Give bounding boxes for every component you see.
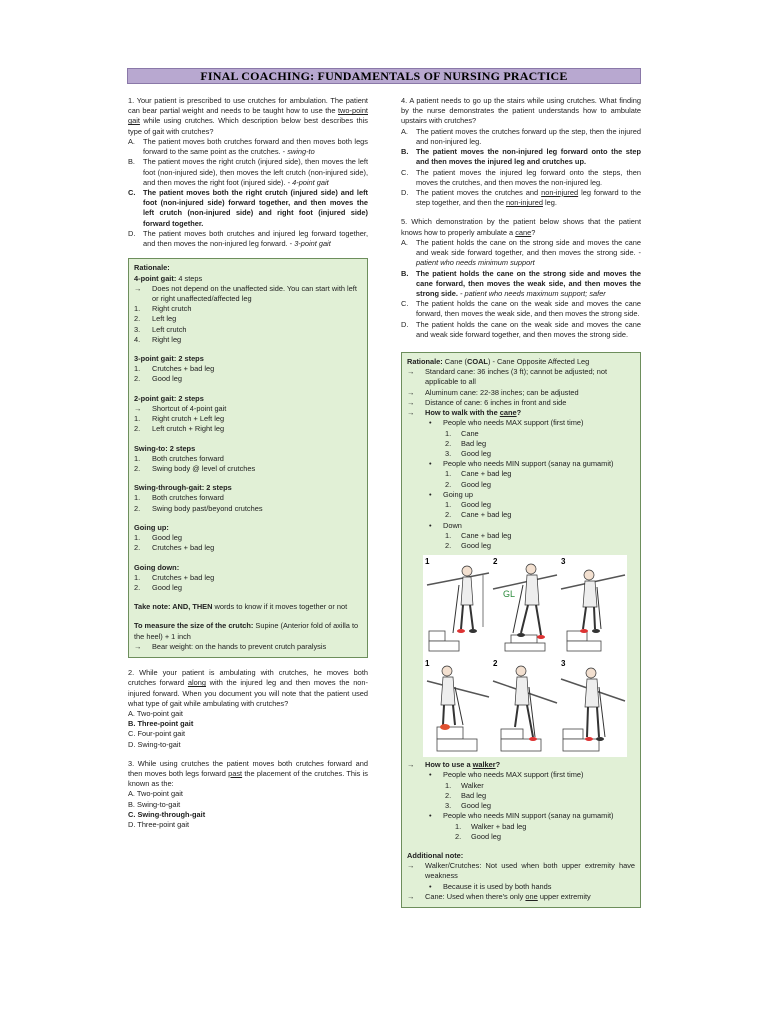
question-3	[128, 759, 368, 831]
list-item: 2. Crutches + bad leg	[134, 543, 215, 553]
stair-cane-illustration	[423, 555, 627, 757]
question-4-stem: 4. A patient needs to go up the stairs while using crutches. What finding by the nurse demonstrates the patient understands how to ambulate upstairs with crutches?	[401, 96, 641, 126]
question-5-option-b: B. The patient holds the cane on the strong side and moves the cane forward, then moves the weak side, and then moves the strong side. - patient who needs maximum support; safer	[401, 268, 641, 298]
question-2-option-d: D. Swing-to-gait	[128, 739, 181, 749]
list-item: 1. Walker	[445, 780, 484, 790]
question-4	[401, 96, 641, 208]
question-4-option-b: B. The patient moves the non-injured leg forward onto the step and then moves the injured leg and crutches up.	[401, 147, 641, 167]
list-item: 2. Swing body past/beyond crutches	[134, 503, 263, 513]
list-item: 1. Right crutch + Left leg	[134, 414, 225, 424]
list-item: 1. Good leg	[134, 533, 182, 543]
list-item: 3. Left crutch	[134, 324, 187, 334]
walking-figure-icon	[491, 657, 559, 757]
list-item: → Aluminum cane: 22-38 inches; can be adjusted	[407, 387, 579, 397]
list-item: 1. Both crutches forward	[134, 493, 224, 503]
question-1-option-d: D. The patient moves both crutches and injured leg forward together, and then moves the non-injured leg forward. - 3-point gait	[128, 228, 368, 249]
additional-note-heading: Additional note:	[407, 850, 464, 860]
question-3-option-b: B. Swing-to-gait	[128, 799, 181, 809]
question-2	[128, 668, 368, 750]
list-item: → How to walk with the cane?	[407, 408, 522, 418]
list-item: 2. Left crutch + Right leg	[134, 424, 225, 434]
list-item: 2. Swing body @ level of crutches	[134, 464, 256, 473]
svg-text:GL: GL	[503, 589, 516, 600]
stair-panel-down-2: 2	[491, 657, 559, 757]
question-5-option-a: A. The patient holds the cane on the strong side and moves the cane and weak side forward together, and then moves the strong side. - patient who needs minimum support	[401, 237, 641, 268]
question-4-option-c: C. The patient moves the injured leg forward onto the steps, then moves the crutches, and then moves the non-injured leg.	[401, 167, 641, 187]
section-heading: 2-point gait: 2 steps	[134, 393, 204, 403]
left-column	[128, 96, 368, 837]
question-1-option-c: C. The patient moves both the right crutch (injured side) and left foot (non-injured side) forward together, and then moves the left crutch (non-injured side) and right foot (injured side) forward together.	[128, 187, 368, 228]
question-5	[401, 217, 641, 340]
question-1	[128, 96, 368, 249]
list-item: → Standard cane: 36 inches (3 ft); cannot be adjusted; not applicable to all	[407, 367, 608, 387]
list-item: • People who needs MIN support (sanay na gumamit)	[429, 459, 614, 469]
list-item: • People who needs MAX support (first time)	[429, 770, 584, 780]
walking-figure-icon	[423, 657, 491, 757]
list-item: • People who needs MIN support (sanay na gumamit)	[429, 811, 614, 821]
list-item: 3. Good leg	[445, 449, 491, 458]
list-item: → Bear weight: on the hands to prevent crutch paralysis	[134, 641, 327, 651]
question-5-option-d: D. The patient holds the cane on the weak side and moves the cane and weak side forward together, and then moves the strong side.	[401, 319, 641, 339]
question-4-option-a: A. The patient moves the crutches forward up the step, then the injured and non-injured leg.	[401, 126, 641, 146]
list-item: 1. Cane + bad leg	[445, 530, 512, 540]
list-item: 4. Right leg	[134, 334, 182, 344]
question-1-stem: 1. Your patient is prescribed to use crutches for ambulation. The patient can bear partial weight and needs to be taught how to use the two-point gait while using crutches. Which description below best describes this type of gait with crutches?	[128, 96, 368, 136]
rationale-box-crutches: Rationale: 4-point gait: 4 steps → Does not depend on the unaffected side. You can start with left or right unaffected/affected leg 1. Right crutch 2. Left leg 3. Left crutch 4. Right leg 3-point gait: 2 steps 1. Crutches + bad leg 2. Good leg 2-point gait: 2 steps → Shortcut of 4-point gait 1. Right crutch + Left leg 2. Left crutch + Right leg Swing-to: 2 steps 1. Both crutches forward 2. Swing body @ level of crutches Swing-through-gait: 2 steps 1. Both crutches forward 2. Swing body past/beyond crutches Going up: 1. Good leg 2. Crutches + bad leg Going down: 1. Crutches + bad leg 2. Good leg Take note: AND, THEN words to know if it moves together or not To measure the size of the crutch: Supine (Anterior fold of axilla to the heel) + 1 inch → Bear weight: on the hands to prevent crutch paralysis	[128, 258, 368, 658]
list-item: 2. Cane + bad leg	[445, 510, 512, 520]
rationale-box-cane-walker: Rationale: Cane (COAL) - Cane Opposite Affected Leg → Standard cane: 36 inches (3 ft); cannot be adjusted; not applicable to all → Aluminum cane: 22-38 inches; can be adjusted → Distance of cane: 6 inches in front and side → How to walk with the cane? • People who needs MAX support (first time) 1. Cane 2. Bad leg 3. Good leg • People who needs MIN support (sanay na gumamit) 1. Cane + bad leg 2. Good leg • Going up 1. Good leg 2. Cane + bad leg • Down 1. Cane + bad leg 2. Good leg 1 2 GL 3 1 2 3 → How to use a walker? • People who needs MAX support (first time) 1. Walker 2. Bad leg 3. Good leg • People who needs MIN support (sanay na gumamit) 1. Walker + bad leg 2. Good leg Additional note: → Walker/Crutches: Not used when both upper extremity have weakness • Because it is used by both hands → Cane: Used when there's only one upper extremity	[401, 352, 641, 908]
list-item: 1. Cane + bad leg	[445, 469, 512, 479]
list-item: → Cane: Used when there's only one upper extremity	[407, 891, 591, 901]
list-item: • Going up	[429, 489, 473, 499]
walking-figure-icon	[423, 555, 491, 655]
list-item: 1. Good leg	[445, 500, 491, 510]
question-3-option-d: D. Three-point gait	[128, 820, 190, 830]
list-item: 2. Left leg	[134, 314, 177, 324]
list-item: 1. Right crutch	[134, 304, 192, 314]
question-1-option-b: B. The patient moves the right crutch (injured side), then moves the left foot (non-injured side), then moves the left crutch (non-injured side), and then moves the right foot (injured side). - 4-point gait	[128, 157, 368, 187]
list-item: → Shortcut of 4-point gait	[134, 403, 227, 413]
question-1-option-a: A. The patient moves both crutches forward and then moves both legs forward to the same point as the crutches. - swing-to	[128, 136, 368, 157]
section-heading: Swing-to: 2 steps	[134, 443, 196, 453]
list-item: 2. Bad leg	[445, 790, 487, 800]
list-item: 2. Good leg	[134, 582, 182, 592]
section-heading: Swing-through-gait: 2 steps	[134, 483, 232, 493]
question-4-option-d: D. The patient moves the crutches and non-injured leg forward to the step together, and then the non-injured leg.	[401, 187, 641, 208]
question-3-stem: 3. While using crutches the patient moves both crutches forward and then moves both legs forward past the placement of the crutches. This is known as the:	[128, 758, 368, 789]
page-title: FINAL COACHING: FUNDAMENTALS OF NURSING PRACTICE	[127, 68, 641, 84]
stair-panel-up-1: 1	[423, 555, 491, 655]
list-item: • Down	[429, 520, 462, 530]
question-5-option-c: C. The patient holds the cane on the weak side and moves the cane forward, then moves the weak side, and then moves the strong side.	[401, 299, 641, 319]
list-item: 2. Good leg	[455, 831, 501, 841]
list-item: → Distance of cane: 6 inches in front and side	[407, 397, 567, 407]
section-heading: Going up:	[134, 522, 169, 532]
question-2-option-b: B. Three-point gait	[128, 719, 194, 729]
right-column	[401, 96, 641, 908]
list-item: → Walker/Crutches: Not used when both upper extremity have weakness	[407, 861, 635, 881]
list-item: → Does not depend on the unaffected side. You can start with left or right unaffected/affected leg	[134, 283, 357, 303]
list-item: 3. Good leg	[445, 801, 491, 811]
list-item: • People who needs MAX support (first time)	[429, 418, 584, 428]
walking-figure-icon	[491, 555, 559, 655]
walking-figure-icon	[559, 657, 627, 757]
stair-panel-down-3: 3	[559, 657, 627, 757]
rationale-heading: Rationale:	[134, 263, 170, 273]
list-item: 2. Good leg	[445, 479, 491, 489]
question-2-option-c: C. Four-point gait	[128, 729, 186, 739]
take-note: Take note: AND, THEN words to know if it moves together or not	[134, 602, 348, 612]
list-item: 2. Good leg	[134, 374, 182, 384]
list-item: 2. Bad leg	[445, 438, 487, 448]
question-2-option-a: A. Two-point gait	[128, 708, 183, 718]
list-item: 1. Crutches + bad leg	[134, 364, 215, 374]
list-item: 1. Both crutches forward	[134, 453, 224, 463]
list-item: 1. Cane	[445, 428, 479, 438]
question-3-option-c: C. Swing-through-gait	[128, 809, 206, 819]
question-2-stem: 2. While your patient is ambulating with crutches, he moves both crutches forward along with the injured leg and then moves the non-injured forward. When you document you will note that the patient used what type of gait while ambulating with crutches?	[128, 668, 368, 708]
list-item: 2. Good leg	[445, 540, 491, 550]
list-item: 1. Crutches + bad leg	[134, 572, 215, 582]
section-heading: Going down:	[134, 562, 180, 572]
question-5-stem: 5. Which demonstration by the patient below shows that the patient knows how to properly ambulate a cane?	[401, 217, 641, 237]
measure-note: To measure the size of the crutch: Supine (Anterior fold of axilla to the heel) + 1 inch → Bear weight: on the hands to prevent crutch paralysis	[134, 621, 362, 652]
section-heading: 3-point gait: 2 steps	[134, 354, 204, 364]
stair-panel-down-1: 1	[423, 657, 491, 757]
list-item: → How to use a walker?	[407, 760, 501, 770]
walking-figure-icon	[559, 555, 627, 655]
list-item: • Because it is used by both hands	[429, 881, 552, 891]
stair-panel-up-2: 2 GL	[491, 555, 559, 655]
question-3-option-a: A. Two-point gait	[128, 789, 183, 799]
stair-panel-up-3: 3	[559, 555, 627, 655]
list-item: 1. Walker + bad leg	[455, 821, 527, 831]
